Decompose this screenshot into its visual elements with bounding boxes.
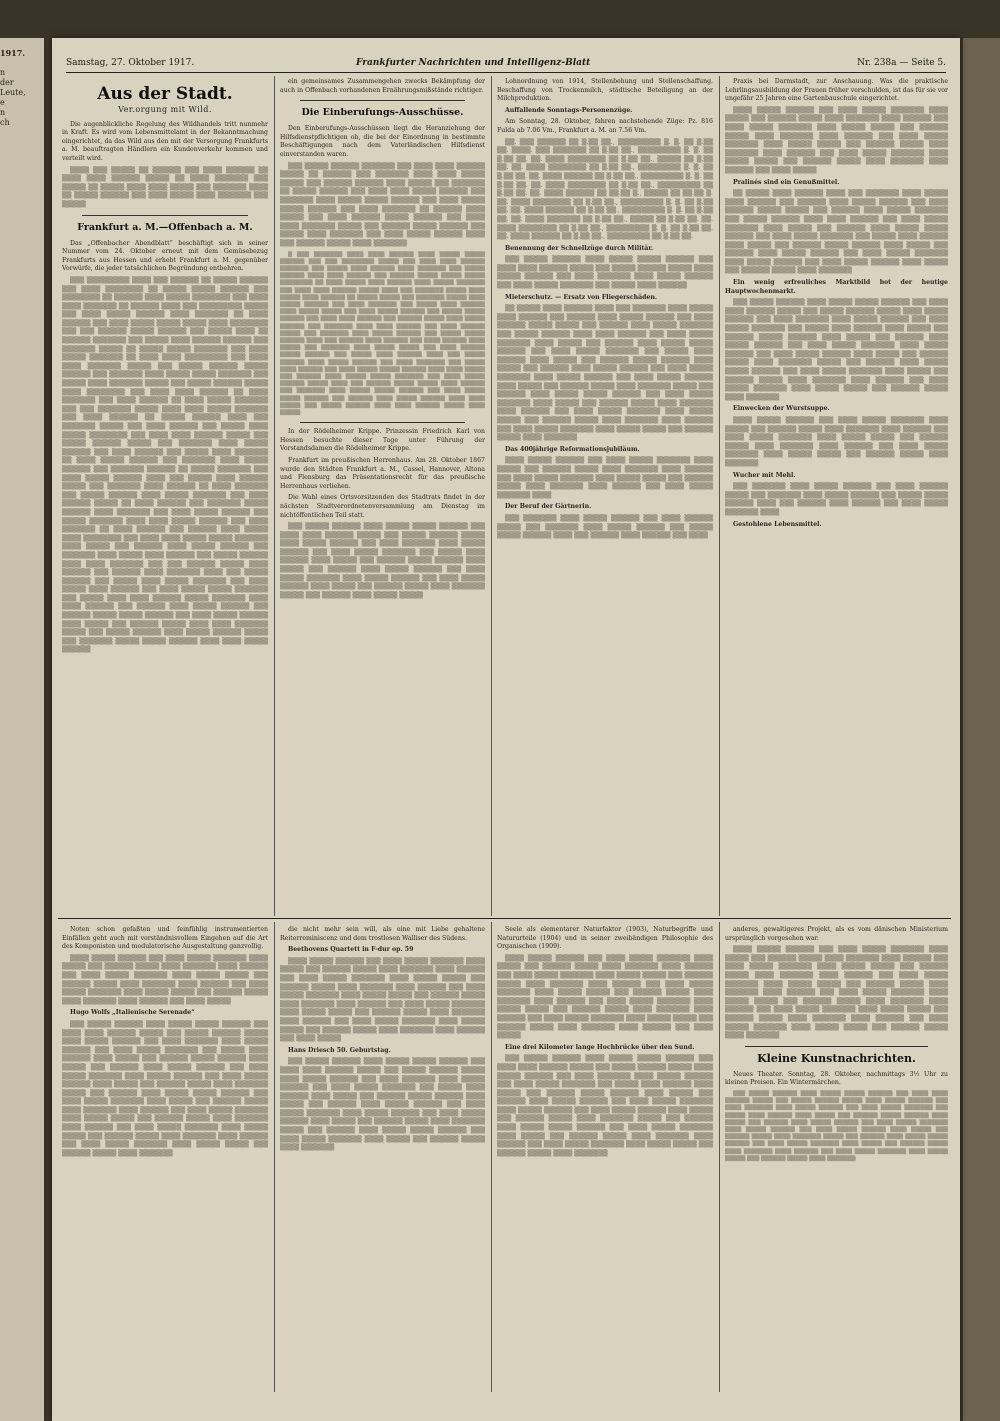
article-separator xyxy=(300,422,465,423)
local-note: In der Rödelheimer Krippe. Prinzessin Friedrich Karl von Hessen besuchte dieser Tage unter Führung der Vorstandsdamen die Rödelheimer Krippe. xyxy=(280,428,485,453)
section-heading: Kleine Kunstnachrichten. xyxy=(757,1051,916,1065)
strip-line: n xyxy=(0,68,6,77)
page-number: Nr. 238a — Seite 5. xyxy=(857,58,946,68)
newspaper-title: Frankfurter Nachrichten und Intelligenz-Blatt xyxy=(356,58,591,68)
column-rule xyxy=(491,76,492,916)
article-body: Lohnordnung von 1914, Stellenbehung und Stellenschaffung. Beschaffung von Trockenmilch, städtische Beteiligung an der Milchproduktion. xyxy=(497,78,713,103)
local-note: Das 400jährige Reformationsjubiläum. xyxy=(505,445,640,453)
strip-line: Leute, xyxy=(0,88,26,97)
masthead xyxy=(66,58,946,73)
article-heading: Frankfurt a. M.—Offenbach a. M. xyxy=(77,221,253,233)
article-body: Am Sonntag, 28. Oktober, fahren nachstehende Züge: Pz. 816 Fulda ab 7.06 Vm., Frankfurt a. M. an 7.56 Vm. xyxy=(497,118,713,134)
local-note: Die Wahl eines Ortsvorsitzenden des Stadtrats findet in der nächsten Stadtverordnetenversammlung am Dienstag im nichtöffentlichen Teil statt. xyxy=(280,494,485,519)
local-note: Gestohlene Lebensmittel. xyxy=(733,520,822,528)
feuilleton-body: die nicht mehr sein will, als eine mit Liebe gehaltene Reiterreminiscenz und dem trostlosen Walliser des Südens. xyxy=(280,926,485,942)
local-note: Mieterschutz. — Ersatz von Fliegerschäden. xyxy=(505,293,658,301)
article-body: Praxis bei Darmstadt, zur Anschauung. Was die praktische Lehrlingsausbildung der Frauen früher verschulden, ist das für sie vor ungefähr 25 Jahren eine Gartenbauschule eingerichtet. xyxy=(725,78,948,103)
section-divider xyxy=(58,918,951,919)
feuilleton-heading: Beethovens Quartett in F-dur op. 59 xyxy=(288,946,414,954)
column-rule xyxy=(719,922,720,1392)
issue-date: Samstag, 27. Oktober 1917. xyxy=(66,58,195,68)
article-separator xyxy=(82,215,248,216)
article-separator xyxy=(745,1046,928,1047)
column-1: Aus der Stadt. Ver.orgung mit Wild. Die augenblickliche Regelung des Wildhandels tritt nunmehr in Kraft. Es wird vom Lebensmittelamt in der Bekanntmachung eingerichtet, da das Wild aus den mit der Versorgung Frankfurts a. M. beauftragten Händlern ein Kundenverkehr kommen und verteilt wird. ▒▒▒▒ ▒▒▒ ▒▒▒▒▒ ▒▒ ▒▒▒▒▒▒ ▒▒▒ ▒▒▒▒ ▒▒▒▒▒▒ ▒▒ ▒▒▒▒ ▒▒▒▒ ▒▒▒▒▒▒ ▒▒▒▒▒ ▒▒ ▒▒▒▒ ▒▒▒▒▒▒▒ ▒▒▒ ▒▒▒▒▒ ▒▒ ▒▒▒▒▒ ▒▒▒▒ ▒▒▒▒ ▒▒▒▒▒ ▒▒▒ ▒▒▒▒▒▒▒ ▒▒▒▒ ▒▒ ▒▒▒▒▒ ▒▒▒▒▒▒ ▒▒▒ ▒▒▒▒ ▒▒▒▒▒ ▒▒▒▒ ▒▒▒▒▒▒▒ ▒▒▒ ▒▒▒▒▒ Frankfurt a. M.—Offenbach a. M. Das „Offenbacher Abendblatt“ beschäftigt sich in seiner Nummer vom 24. Oktober erneut mit dem Gemüsebezug Frankfurts aus Hessen und erhebt Frankfurt a. M. gegenüber Vorwürfe, die jeder tatsächlichen Begründung entbehren. ▒▒▒ ▒▒▒▒▒▒▒▒▒ ▒▒▒▒ ▒▒▒ ▒▒▒▒▒▒ ▒▒ ▒▒▒▒▒ ▒▒▒▒▒▒ ▒▒▒ ▒▒▒▒ ▒▒▒▒▒▒▒▒ ▒▒ ▒▒▒▒▒ ▒▒▒▒▒ ▒▒▒▒▒▒ ▒▒▒ ▒▒▒▒▒▒▒▒ ▒▒ ▒▒▒▒▒▒ ▒▒▒▒ ▒▒▒▒▒ ▒▒▒▒▒▒▒▒ ▒▒▒ ▒▒▒▒ ▒▒▒▒ ▒▒▒▒▒▒▒ ▒▒ ▒▒▒▒▒▒ ▒▒▒▒ ▒▒▒ ▒▒▒▒▒▒▒▒▒ ▒▒▒▒▒ ▒▒▒ ▒▒▒▒ ▒▒▒▒▒ ▒▒▒▒▒▒ ▒▒▒▒ ▒▒▒▒▒▒▒ ▒▒ ▒▒▒▒ ▒▒▒▒▒▒ ▒▒▒ ▒▒▒▒ ▒▒▒▒▒ ▒▒▒▒▒ ▒▒▒▒▒ ▒▒▒▒ ▒▒▒▒▒▒▒▒ ▒▒▒ ▒▒▒ ▒▒▒▒▒▒ ▒▒▒▒▒ ▒▒▒▒▒▒ ▒▒▒ ▒▒▒▒▒ ▒▒▒▒ ▒▒ ▒▒▒▒▒▒ ▒▒▒▒▒▒▒ ▒▒▒ ▒▒▒▒▒ ▒▒▒▒ ▒▒▒▒▒▒ ▒▒▒▒▒▒ ▒▒▒ ▒▒▒▒▒▒▒ ▒▒▒▒▒ ▒▒ ▒▒▒▒▒ ▒▒▒▒▒ ▒▒▒▒▒▒▒ ▒▒▒ ▒▒▒▒ ▒▒▒▒▒ ▒▒▒▒▒▒▒ ▒▒ ▒▒▒▒ ▒▒▒▒ ▒▒▒▒▒▒▒▒▒ ▒▒▒ ▒▒▒▒ ▒▒▒▒ ▒▒▒▒▒▒▒ ▒▒▒▒▒ ▒▒▒ ▒▒▒▒▒ ▒▒▒▒▒▒ ▒▒▒▒▒ ▒▒▒▒▒▒ ▒▒▒ ▒▒▒▒▒▒▒ ▒▒▒▒ ▒▒▒▒▒ ▒▒▒▒▒ ▒▒▒▒▒▒▒ ▒▒▒ ▒▒▒▒▒ ▒▒▒▒ ▒▒▒▒▒▒▒ ▒▒▒▒▒ ▒▒▒ ▒▒▒▒▒ ▒▒▒▒▒▒ ▒▒▒▒▒ ▒▒▒▒ ▒▒▒▒▒▒▒▒ ▒▒▒ ▒▒▒▒ ▒▒▒▒ ▒▒▒▒▒▒ ▒▒ ▒▒▒▒ ▒▒▒▒▒▒▒ ▒▒▒ ▒▒▒▒ ▒▒▒▒▒▒ ▒▒ ▒▒▒▒ ▒▒▒▒▒ ▒▒▒▒▒▒▒ ▒▒▒ ▒▒▒ ▒▒▒▒▒▒▒ ▒▒▒▒▒ ▒▒▒▒ ▒▒▒▒ ▒▒▒▒▒ ▒▒▒▒▒▒▒ ▒▒▒ ▒▒▒▒ ▒▒▒▒▒▒ ▒▒ ▒▒▒▒▒ ▒▒▒▒▒▒ ▒▒▒▒ ▒▒▒ ▒▒▒▒▒▒▒ ▒▒▒▒▒ ▒▒▒ ▒▒▒▒ ▒▒▒▒▒▒ ▒▒▒ ▒▒▒▒▒ ▒▒▒▒ ▒▒▒▒▒ ▒▒▒▒▒▒▒▒ ▒▒▒ ▒▒▒▒ ▒▒▒▒ ▒▒▒▒▒▒ ▒▒▒▒▒ ▒▒▒ ▒▒▒▒▒ ▒▒▒▒▒▒ ▒▒▒▒▒ ▒▒▒ ▒▒▒▒▒▒▒ ▒▒▒▒ ▒▒▒▒▒ ▒▒▒▒▒▒ ▒▒▒ ▒▒▒▒ ▒▒▒▒▒▒ ▒▒▒ ▒▒▒▒▒ ▒▒▒▒ ▒▒▒▒▒▒▒ ▒▒ ▒▒▒▒ ▒▒▒▒▒ ▒▒▒▒▒▒ ▒▒▒ ▒▒▒▒▒▒▒ ▒▒▒▒ ▒▒▒▒▒ ▒▒▒▒▒▒ ▒▒▒ ▒▒▒▒▒▒▒ ▒▒▒▒▒▒ ▒▒ ▒▒▒▒▒ ▒▒▒▒▒▒▒ ▒▒▒ ▒▒▒▒ ▒▒▒▒▒ ▒▒▒▒▒▒ ▒▒▒▒ ▒▒▒ ▒▒▒▒▒ ▒▒▒▒ ▒▒▒▒▒▒ ▒▒▒▒▒ ▒▒▒ ▒▒▒▒▒▒▒ ▒▒▒▒ ▒▒▒▒▒▒ ▒▒ ▒▒▒▒ ▒▒▒▒▒▒▒ ▒▒▒ ▒▒▒▒▒ ▒▒▒▒▒▒ ▒▒▒▒ ▒▒▒▒▒ ▒▒▒▒▒▒▒ ▒▒▒ ▒▒▒▒ ▒▒▒▒▒▒ ▒▒▒▒▒ ▒▒ ▒▒▒▒ ▒▒▒▒▒▒ ▒▒▒ ▒▒▒▒▒▒▒ ▒▒▒▒▒ ▒▒▒▒▒▒ ▒▒▒▒ ▒▒▒▒▒▒▒ ▒▒▒ ▒▒▒▒ ▒▒▒▒▒ ▒▒▒▒▒▒ ▒▒▒ ▒▒▒▒▒ ▒▒▒▒▒▒▒ ▒▒▒▒ ▒▒▒▒ ▒▒▒▒▒ ▒▒▒▒▒▒ ▒▒▒ ▒▒▒▒ ▒▒▒▒▒▒▒ ▒▒ ▒▒▒▒ ▒▒▒▒▒▒ ▒▒▒ ▒▒▒▒▒▒ ▒▒▒▒ ▒▒▒▒▒ ▒▒▒▒ ▒▒▒▒▒▒▒▒ ▒▒▒ ▒▒▒▒ ▒▒▒▒ ▒▒▒▒▒ ▒▒▒▒▒ ▒▒▒▒▒▒▒ ▒▒▒▒ ▒▒▒▒▒ ▒▒▒ ▒▒▒▒▒▒ ▒▒▒▒ ▒▒▒▒▒ ▒▒▒▒▒▒ ▒▒▒ ▒▒▒▒▒▒▒ ▒▒▒▒ ▒▒▒▒▒ ▒▒▒▒ ▒▒▒▒▒▒ ▒▒▒ ▒▒▒▒▒ ▒▒▒▒▒▒ ▒▒▒▒ ▒▒▒▒ ▒▒▒▒▒▒▒ ▒▒▒ ▒▒▒ ▒▒▒▒▒▒ ▒▒▒▒▒ ▒▒▒▒ ▒▒▒▒▒▒ ▒▒▒ ▒▒▒▒▒▒ ▒▒▒▒ ▒▒▒▒▒▒▒ ▒▒▒▒ ▒▒▒ ▒▒▒▒▒ ▒▒▒▒▒▒ ▒▒▒ ▒▒▒▒▒ ▒▒▒▒ ▒▒▒▒▒ ▒▒▒▒▒▒▒ ▒▒▒ ▒▒▒▒ ▒▒▒▒▒ ▒▒▒▒ ▒▒▒▒▒▒ ▒▒▒ ▒▒▒▒ ▒▒▒▒▒ ▒▒▒▒▒ ▒▒▒▒▒▒▒ ▒▒▒ ▒▒▒▒▒ ▒▒▒▒ ▒▒▒▒ ▒▒▒▒▒▒ ▒▒▒▒▒ ▒▒▒▒▒▒▒ ▒▒▒▒ ▒▒▒▒ ▒▒▒▒▒▒ ▒▒▒ ▒▒▒▒▒▒ ▒▒▒▒ ▒▒▒▒▒ ▒▒▒▒▒▒ ▒▒▒ ▒▒▒▒▒▒ ▒▒▒▒▒ ▒▒▒▒▒ ▒▒▒▒▒▒ ▒▒▒ ▒▒▒▒ ▒▒▒▒▒ ▒▒▒▒▒▒ ▒▒▒▒ ▒▒▒▒▒ ▒▒▒ ▒▒▒▒▒▒ ▒▒▒▒▒ ▒▒▒▒ ▒▒▒▒ ▒▒▒▒▒▒▒ ▒▒▒▒▒ ▒▒▒ ▒▒▒▒▒ ▒▒▒▒▒▒ ▒▒▒▒ ▒▒▒▒▒ ▒▒▒▒▒▒ ▒▒▒▒▒ ▒▒▒ ▒▒▒▒▒▒▒ ▒▒▒▒▒ ▒▒▒▒▒ ▒▒▒▒▒▒ ▒▒▒▒ ▒▒▒▒ ▒▒▒▒▒ ▒▒▒▒▒▒ xyxy=(62,84,268,654)
local-note: Benennung der Schnellzüge durch Militär. xyxy=(505,244,654,252)
strip-line: der xyxy=(0,78,14,87)
bottom-column-2: die nicht mehr sein will, als eine mit Liebe gehaltene Reiterreminiscenz und dem trostlosen Walliser des Südens. Beethovens Quartett in F-dur op. 59 ▒▒▒▒ ▒▒▒▒▒ ▒▒▒▒▒▒ ▒▒▒ ▒▒▒▒ ▒▒▒▒▒ ▒▒▒▒▒▒▒ ▒▒▒▒ ▒▒▒▒▒ ▒▒▒ ▒▒▒▒▒▒ ▒▒▒▒▒ ▒▒▒▒ ▒▒▒▒▒▒▒ ▒▒▒▒ ▒▒▒▒▒▒ ▒▒▒ ▒▒▒▒ ▒▒▒▒▒ ▒▒▒▒▒▒▒ ▒▒▒▒ ▒▒▒▒▒ ▒▒▒▒▒ ▒▒▒ ▒▒▒▒▒▒ ▒▒▒▒▒ ▒▒▒▒ ▒▒▒▒▒▒▒ ▒▒▒▒ ▒▒▒▒▒▒ ▒▒▒ ▒▒▒▒ ▒▒▒▒▒ ▒▒▒▒▒▒▒ ▒▒▒▒ ▒▒▒▒▒ ▒▒▒▒▒ ▒▒▒ ▒▒▒▒▒▒ ▒▒▒▒▒ ▒▒▒▒ ▒▒▒▒▒▒▒ ▒▒▒▒ ▒▒▒▒▒▒ ▒▒▒ ▒▒▒▒ ▒▒▒▒▒ ▒▒▒▒▒▒▒ ▒▒▒▒ ▒▒▒▒▒ ▒▒▒▒▒ ▒▒▒ ▒▒▒▒▒▒ ▒▒▒▒▒ ▒▒▒▒ ▒▒▒▒▒▒▒ ▒▒▒▒ ▒▒▒▒▒▒ ▒▒▒ ▒▒▒▒ ▒▒▒▒▒ ▒▒▒▒▒▒▒ ▒▒▒▒ ▒▒▒▒▒ ▒▒▒▒▒ ▒▒▒ ▒▒▒▒▒▒ ▒▒▒▒▒ ▒▒▒▒ ▒▒▒▒▒▒▒ ▒▒▒▒ ▒▒▒▒▒▒ ▒▒▒ ▒▒▒▒ ▒▒▒▒▒ Hans Driesch 50. Geburtstag. ▒▒▒ ▒▒▒▒▒ ▒▒▒▒▒▒ ▒▒▒▒ ▒▒▒▒▒ ▒▒▒▒▒ ▒▒▒▒▒▒ ▒▒▒ ▒▒▒▒ ▒▒▒▒ ▒▒▒▒▒▒ ▒▒▒▒▒ ▒▒▒ ▒▒▒▒▒ ▒▒▒▒▒▒ ▒▒▒▒▒ ▒▒▒▒ ▒▒▒▒▒ ▒▒▒▒▒▒ ▒▒▒ ▒▒▒▒ ▒▒▒▒▒▒▒ ▒▒▒▒ ▒▒▒▒▒ ▒▒▒▒▒▒ ▒▒▒ ▒▒▒▒ ▒▒▒▒▒ ▒▒▒▒▒▒▒ ▒▒▒ ▒▒▒▒▒ ▒▒▒▒ ▒▒▒▒▒▒ ▒▒▒▒ ▒▒▒▒▒ ▒▒▒ ▒▒▒▒▒▒ ▒▒▒▒▒ ▒▒▒▒▒▒ ▒▒▒▒ ▒▒▒▒▒ ▒▒▒ ▒▒▒▒▒▒ ▒▒▒▒ ▒▒▒▒▒ ▒▒▒▒▒▒ ▒▒▒ ▒▒▒▒ ▒▒▒▒▒ ▒▒▒▒▒▒▒ ▒▒▒▒ ▒▒▒▒▒ ▒▒▒▒▒▒ ▒▒▒ ▒▒▒▒ ▒▒▒▒▒ ▒▒▒▒▒▒ ▒▒▒▒ ▒▒▒▒▒ ▒▒▒ ▒▒▒▒▒▒ ▒▒▒▒▒ ▒▒▒▒ ▒▒▒▒▒▒▒ ▒▒▒▒▒ ▒▒▒ ▒▒▒▒▒▒ ▒▒▒▒ ▒▒▒▒▒ ▒▒▒▒▒ ▒▒▒▒▒▒ ▒▒▒ ▒▒▒▒ ▒▒▒▒▒ ▒▒▒▒▒▒▒ ▒▒▒▒ ▒▒▒▒▒ ▒▒▒ ▒▒▒▒▒▒ ▒▒▒▒▒ ▒▒▒▒ ▒▒▒▒▒▒▒ xyxy=(280,926,485,1152)
strip-line: e xyxy=(0,98,5,107)
column-rule xyxy=(274,76,275,916)
bottom-column-3: Seele als elementarer Naturfaktor (1903), Naturbegriffe und Natururteile (1904) und in seiner zweibändigen Philosophie des Organischen (1909). ▒▒▒▒ ▒▒▒▒▒ ▒▒▒▒▒▒ ▒▒▒ ▒▒▒▒ ▒▒▒▒▒ ▒▒▒▒▒▒▒ ▒▒▒▒ ▒▒▒▒▒ ▒▒▒ ▒▒▒▒▒▒ ▒▒▒▒▒ ▒▒▒▒ ▒▒▒▒▒▒▒ ▒▒▒▒ ▒▒▒▒▒▒ ▒▒▒ ▒▒▒▒ ▒▒▒▒▒ ▒▒▒▒▒▒▒ ▒▒▒▒ ▒▒▒▒▒ ▒▒▒▒▒ ▒▒▒ ▒▒▒▒▒▒ ▒▒▒▒▒ ▒▒▒▒ ▒▒▒▒▒▒▒ ▒▒▒▒ ▒▒▒▒▒▒ ▒▒▒ ▒▒▒▒ ▒▒▒▒▒ ▒▒▒▒▒▒▒ ▒▒▒▒ ▒▒▒▒▒ ▒▒▒▒▒ ▒▒▒ ▒▒▒▒▒▒ ▒▒▒▒▒ ▒▒▒▒ ▒▒▒▒▒▒▒ ▒▒▒▒ ▒▒▒▒▒▒ ▒▒▒ ▒▒▒▒ ▒▒▒▒▒ ▒▒▒▒▒▒▒ ▒▒▒▒ ▒▒▒▒▒ ▒▒▒▒▒ ▒▒▒ ▒▒▒▒▒▒ ▒▒▒▒▒ ▒▒▒▒ ▒▒▒▒▒▒▒ ▒▒▒▒ ▒▒▒▒▒▒ ▒▒▒ ▒▒▒▒ ▒▒▒▒▒ ▒▒▒▒▒▒▒ ▒▒▒▒ ▒▒▒▒▒ ▒▒▒▒▒ ▒▒▒ ▒▒▒▒▒▒ ▒▒▒▒▒ ▒▒▒▒ ▒▒▒▒▒▒▒ ▒▒▒▒ ▒▒▒▒▒▒ ▒▒▒ ▒▒▒▒ ▒▒▒▒▒ Eine drei Kilometer lange Hochbrücke über den Sund. ▒▒▒ ▒▒▒▒▒ ▒▒▒▒▒▒ ▒▒▒▒ ▒▒▒▒▒ ▒▒▒▒▒ ▒▒▒▒▒▒ ▒▒▒ ▒▒▒▒ ▒▒▒▒ ▒▒▒▒▒▒ ▒▒▒▒▒ ▒▒▒ ▒▒▒▒▒ ▒▒▒▒▒▒ ▒▒▒▒▒ ▒▒▒▒ ▒▒▒▒▒ ▒▒▒▒▒▒ ▒▒▒ ▒▒▒▒ ▒▒▒▒▒▒▒ ▒▒▒▒ ▒▒▒▒▒ ▒▒▒▒▒▒ ▒▒▒ ▒▒▒▒ ▒▒▒▒▒ ▒▒▒▒▒▒▒ ▒▒▒ ▒▒▒▒▒ ▒▒▒▒ ▒▒▒▒▒▒ ▒▒▒▒ ▒▒▒▒▒ ▒▒▒ ▒▒▒▒▒▒ ▒▒▒▒▒ ▒▒▒▒▒▒ ▒▒▒▒ ▒▒▒▒▒ ▒▒▒ ▒▒▒▒▒▒ ▒▒▒▒ ▒▒▒▒▒ ▒▒▒▒▒▒ ▒▒▒ ▒▒▒▒ ▒▒▒▒▒ ▒▒▒▒▒▒▒ ▒▒▒▒ ▒▒▒▒▒ ▒▒▒▒▒▒ ▒▒▒ ▒▒▒▒ ▒▒▒▒▒ ▒▒▒▒▒▒ ▒▒▒▒ ▒▒▒▒▒ ▒▒▒ ▒▒▒▒▒▒ ▒▒▒▒▒ ▒▒▒▒ ▒▒▒▒▒▒▒ ▒▒▒▒▒ ▒▒▒ ▒▒▒▒▒▒ ▒▒▒▒ ▒▒▒▒▒ ▒▒▒▒▒ ▒▒▒▒▒▒ ▒▒▒ ▒▒▒▒ ▒▒▒▒▒ ▒▒▒▒▒▒▒ ▒▒▒▒ ▒▒▒▒▒ ▒▒▒ ▒▒▒▒▒▒ ▒▒▒▒▒ ▒▒▒▒ ▒▒▒▒▒▒▒ ▒▒▒▒ ▒▒▒▒▒▒ ▒▒▒ ▒▒▒▒ ▒▒▒▒▒ ▒▒▒▒▒▒▒ ▒▒▒▒ ▒▒▒▒▒ ▒▒▒▒▒ ▒▒▒ ▒▒▒▒▒▒ ▒▒▒▒▒ ▒▒▒▒ ▒▒▒▒▒▒▒ xyxy=(497,926,713,1157)
feuilleton-heading: Eine drei Kilometer lange Hochbrücke über den Sund. xyxy=(505,1043,695,1051)
section-title: Aus der Stadt. xyxy=(97,84,233,104)
feuilleton-heading: Hugo Wolfs „Italienische Serenade“ xyxy=(70,1009,195,1017)
article-heading-inline: Auffallende Sonntags-Personenzüge. xyxy=(505,106,633,114)
strip-line: ch xyxy=(0,118,10,127)
feuilleton-body: anderes, gewaltigeres Projekt, als es vom dänischen Ministerium ursprünglich vorgesehen war. xyxy=(725,926,948,942)
bottom-column-4: anderes, gewaltigeres Projekt, als es vom dänischen Ministerium ursprünglich vorgesehen war. ▒▒▒▒ ▒▒▒▒▒ ▒▒▒▒▒▒ ▒▒▒ ▒▒▒▒ ▒▒▒▒▒ ▒▒▒▒▒▒▒ ▒▒▒▒ ▒▒▒▒▒ ▒▒▒ ▒▒▒▒▒▒ ▒▒▒▒▒ ▒▒▒▒ ▒▒▒▒▒▒▒ ▒▒▒▒ ▒▒▒▒▒▒ ▒▒▒ ▒▒▒▒ ▒▒▒▒▒ ▒▒▒▒▒▒▒ ▒▒▒▒ ▒▒▒▒▒ ▒▒▒▒▒ ▒▒▒ ▒▒▒▒▒▒ ▒▒▒▒▒ ▒▒▒▒ ▒▒▒▒▒▒▒ ▒▒▒▒ ▒▒▒▒▒▒ ▒▒▒ ▒▒▒▒ ▒▒▒▒▒ ▒▒▒▒▒▒▒ ▒▒▒▒ ▒▒▒▒▒ ▒▒▒▒▒ ▒▒▒ ▒▒▒▒▒▒ ▒▒▒▒▒ ▒▒▒▒ ▒▒▒▒▒▒▒ ▒▒▒▒ ▒▒▒▒▒▒ ▒▒▒ ▒▒▒▒ ▒▒▒▒▒ ▒▒▒▒▒▒▒ ▒▒▒▒ ▒▒▒▒▒ ▒▒▒▒▒ ▒▒▒ ▒▒▒▒▒▒ ▒▒▒▒▒ ▒▒▒▒ ▒▒▒▒▒▒▒ ▒▒▒▒ ▒▒▒▒▒▒ ▒▒▒ ▒▒▒▒ ▒▒▒▒▒ ▒▒▒▒▒▒▒ ▒▒▒▒ ▒▒▒▒▒ ▒▒▒▒▒ ▒▒▒ ▒▒▒▒▒▒ ▒▒▒▒▒ ▒▒▒▒ ▒▒▒▒▒▒▒ ▒▒▒▒ ▒▒▒▒▒▒ ▒▒▒ ▒▒▒▒ ▒▒▒▒▒ ▒▒▒▒▒▒▒ ▒▒▒▒ ▒▒▒▒▒ ▒▒▒▒▒ ▒▒▒ ▒▒▒▒▒▒ ▒▒▒▒▒ ▒▒▒▒ ▒▒▒▒▒▒▒ Kleine Kunstnachrichten. Neues Theater. Sonntag, 28. Oktober, nachmittags 3½ Uhr zu kleinen Preisen. Ein Wintermärchen. ▒▒▒ ▒▒▒▒▒ ▒▒▒▒▒▒ ▒▒▒▒ ▒▒▒▒▒ ▒▒▒▒▒ ▒▒▒▒▒▒ ▒▒▒ ▒▒▒▒ ▒▒▒▒ ▒▒▒▒▒▒ ▒▒▒▒▒ ▒▒▒ ▒▒▒▒▒ ▒▒▒▒▒▒ ▒▒▒▒▒ ▒▒▒▒ ▒▒▒▒▒ ▒▒▒▒▒▒ ▒▒▒ ▒▒▒▒ ▒▒▒▒▒▒▒ ▒▒▒▒ ▒▒▒▒▒ ▒▒▒▒▒▒ ▒▒▒ ▒▒▒▒ ▒▒▒▒▒ ▒▒▒▒▒▒▒ ▒▒▒ ▒▒▒▒▒ ▒▒▒▒ ▒▒▒▒▒▒ ▒▒▒▒ ▒▒▒▒▒ ▒▒▒ ▒▒▒▒▒▒ ▒▒▒▒▒ ▒▒▒▒▒▒ ▒▒▒▒ ▒▒▒▒▒ ▒▒▒ ▒▒▒▒▒▒ ▒▒▒▒ ▒▒▒▒▒ ▒▒▒▒▒▒ ▒▒▒ ▒▒▒▒ ▒▒▒▒▒ ▒▒▒▒▒▒▒ ▒▒▒▒ ▒▒▒▒▒ ▒▒▒▒▒▒ ▒▒▒ ▒▒▒▒ ▒▒▒▒▒ ▒▒▒▒▒▒ ▒▒▒▒ ▒▒▒▒▒ ▒▒▒ ▒▒▒▒▒▒ ▒▒▒▒▒ ▒▒▒▒ ▒▒▒▒▒▒▒ ▒▒▒▒▒ ▒▒▒ ▒▒▒▒▒▒ ▒▒▒▒ ▒▒▒▒▒ ▒▒▒▒▒ ▒▒▒▒▒▒ ▒▒▒ ▒▒▒▒ ▒▒▒▒▒ ▒▒▒▒▒▒▒ ▒▒▒▒ ▒▒▒▒▒ ▒▒▒ ▒▒▒▒▒▒ ▒▒▒▒▒ ▒▒▒▒ ▒▒▒▒▒▒▒ ▒▒▒▒ ▒▒▒▒▒▒ ▒▒▒ ▒▒▒▒ ▒▒▒▒▒ ▒▒▒▒▒▒▒ ▒▒▒▒ ▒▒▒▒▒ ▒▒▒▒▒ ▒▒▒ ▒▒▒▒▒▒ ▒▒▒▒▒ ▒▒▒▒ ▒▒▒▒▒▒▒ xyxy=(725,926,948,1162)
column-rule xyxy=(719,76,720,916)
feuilleton-body: Neues Theater. Sonntag, 28. Oktober, nachmittags 3½ Uhr zu kleinen Preisen. Ein Wintermärchen. xyxy=(725,1070,948,1087)
local-note: Der Beruf der Gärtnerin. xyxy=(505,503,592,511)
bottom-column-1: Noten schon gefaßten und feinfühlig instrumentierten Einfällen geht auch mit verständnisvollem Eingehen auf die Art des Komponisten und modulatorische Ausgestaltung ganzvollig. ▒▒▒▒ ▒▒▒▒▒ ▒▒▒▒▒▒ ▒▒▒ ▒▒▒▒ ▒▒▒▒▒ ▒▒▒▒▒▒▒ ▒▒▒▒ ▒▒▒▒▒ ▒▒▒ ▒▒▒▒▒▒ ▒▒▒▒▒ ▒▒▒▒ ▒▒▒▒▒▒▒ ▒▒▒▒ ▒▒▒▒▒▒ ▒▒▒ ▒▒▒▒ ▒▒▒▒▒ ▒▒▒▒▒▒▒ ▒▒▒▒ ▒▒▒▒▒ ▒▒▒▒▒ ▒▒▒ ▒▒▒▒▒▒ ▒▒▒▒▒ ▒▒▒▒ ▒▒▒▒▒▒▒ ▒▒▒▒ ▒▒▒▒▒▒ ▒▒▒ ▒▒▒▒ ▒▒▒▒▒ ▒▒▒▒▒▒▒ ▒▒▒▒ ▒▒▒▒▒ ▒▒▒▒▒ ▒▒▒ ▒▒▒▒▒▒ ▒▒▒▒▒ ▒▒▒▒ ▒▒▒▒▒▒▒ ▒▒▒▒ ▒▒▒▒▒▒ ▒▒▒ ▒▒▒▒ ▒▒▒▒▒ Hugo Wolfs „Italienische Serenade“ ▒▒▒ ▒▒▒▒▒ ▒▒▒▒▒▒ ▒▒▒▒ ▒▒▒▒▒ ▒▒▒▒▒ ▒▒▒▒▒▒ ▒▒▒ ▒▒▒▒ ▒▒▒▒ ▒▒▒▒▒▒ ▒▒▒▒▒ ▒▒▒ ▒▒▒▒▒ ▒▒▒▒▒▒ ▒▒▒▒▒ ▒▒▒▒ ▒▒▒▒▒ ▒▒▒▒▒▒ ▒▒▒ ▒▒▒▒ ▒▒▒▒▒▒▒ ▒▒▒▒ ▒▒▒▒▒ ▒▒▒▒▒▒ ▒▒▒ ▒▒▒▒ ▒▒▒▒▒ ▒▒▒▒▒▒▒ ▒▒▒ ▒▒▒▒▒ ▒▒▒▒ ▒▒▒▒▒▒ ▒▒▒▒ ▒▒▒▒▒ ▒▒▒ ▒▒▒▒▒▒ ▒▒▒▒▒ ▒▒▒▒▒▒ ▒▒▒▒ ▒▒▒▒▒ ▒▒▒ ▒▒▒▒▒▒ ▒▒▒▒ ▒▒▒▒▒ ▒▒▒▒▒▒ ▒▒▒ ▒▒▒▒ ▒▒▒▒▒ ▒▒▒▒▒▒▒ ▒▒▒▒ ▒▒▒▒▒ ▒▒▒▒▒▒ ▒▒▒ ▒▒▒▒ ▒▒▒▒▒ ▒▒▒▒▒▒ ▒▒▒▒ ▒▒▒▒▒ ▒▒▒ ▒▒▒▒▒▒ ▒▒▒▒▒ ▒▒▒▒ ▒▒▒▒▒▒▒ ▒▒▒▒▒ ▒▒▒ ▒▒▒▒▒▒ ▒▒▒▒ ▒▒▒▒▒ ▒▒▒▒▒ ▒▒▒▒▒▒ ▒▒▒ ▒▒▒▒ ▒▒▒▒▒ ▒▒▒▒▒▒▒ ▒▒▒▒ ▒▒▒▒▒ ▒▒▒ ▒▒▒▒▒▒ ▒▒▒▒▒ ▒▒▒▒ ▒▒▒▒▒▒▒ ▒▒▒▒ ▒▒▒▒▒▒ ▒▒▒ ▒▒▒▒ ▒▒▒▒▒ ▒▒▒▒▒▒▒ ▒▒▒▒ ▒▒▒▒▒ ▒▒▒▒▒ ▒▒▒ ▒▒▒▒▒▒ ▒▒▒▒▒ ▒▒▒▒ ▒▒▒▒▒▒▒ ▒▒▒▒ ▒▒▒▒▒▒ ▒▒▒ ▒▒▒▒ ▒▒▒▒▒ ▒▒▒▒▒▒▒ ▒▒▒▒ ▒▒▒▒▒ ▒▒▒▒▒ ▒▒▒ ▒▒▒▒▒▒ ▒▒▒▒▒ ▒▒▒▒ ▒▒▒▒▒▒▒ ▒▒▒▒ ▒▒▒▒▒▒ ▒▒▒ ▒▒▒▒ ▒▒▒▒▒ ▒▒▒▒▒▒▒ ▒▒▒▒ ▒▒▒▒▒ ▒▒▒▒▒ ▒▒▒ ▒▒▒▒▒▒ ▒▒▒▒▒ ▒▒▒▒ ▒▒▒▒▒▒▒ xyxy=(62,926,268,1157)
column-4: Praxis bei Darmstadt, zur Anschauung. Was die praktische Lehrlingsausbildung der Frauen früher verschulden, ist das für sie vor ungefähr 25 Jahren eine Gartenbauschule eingerichtet. ▒▒▒▒ ▒▒▒▒▒ ▒▒▒▒▒▒ ▒▒▒ ▒▒▒▒ ▒▒▒▒▒ ▒▒▒▒▒▒▒ ▒▒▒▒ ▒▒▒▒▒ ▒▒▒ ▒▒▒▒▒▒ ▒▒▒▒▒ ▒▒▒▒ ▒▒▒▒▒▒▒ ▒▒▒▒ ▒▒▒▒▒▒ ▒▒▒ ▒▒▒▒ ▒▒▒▒▒ ▒▒▒▒▒▒▒ ▒▒▒▒ ▒▒▒▒▒ ▒▒▒▒▒ ▒▒▒ ▒▒▒▒▒▒ ▒▒▒▒▒ ▒▒▒▒ ▒▒▒▒▒▒▒ ▒▒▒▒ ▒▒▒▒▒▒ ▒▒▒ ▒▒▒▒ ▒▒▒▒▒ ▒▒▒▒▒▒▒ ▒▒▒▒ ▒▒▒▒▒ ▒▒▒▒▒ ▒▒▒ ▒▒▒▒▒▒ ▒▒▒▒▒ ▒▒▒▒ ▒▒▒▒▒▒▒ ▒▒▒▒ ▒▒▒▒▒▒ ▒▒▒ ▒▒▒▒ ▒▒▒▒▒ ▒▒▒▒▒▒▒ ▒▒▒▒ ▒▒▒▒▒ ▒▒▒▒▒ ▒▒▒ ▒▒▒▒▒▒ ▒▒▒▒▒ ▒▒▒▒ ▒▒▒▒▒▒▒ ▒▒▒▒ ▒▒▒▒▒▒ ▒▒▒ ▒▒▒▒ ▒▒▒▒▒ Pralinés sind ein Genußmittel. ▒▒ ▒▒▒▒▒ ▒▒▒▒ ▒▒▒▒▒▒ ▒▒▒▒ ▒▒▒ ▒▒▒▒▒▒▒ ▒▒▒▒ ▒▒▒▒▒ ▒▒▒▒ ▒▒▒▒▒▒ ▒▒▒ ▒▒▒▒▒▒ ▒▒▒▒ ▒▒▒▒▒ ▒▒▒▒▒▒ ▒▒▒ ▒▒▒▒ ▒▒▒▒▒▒ ▒▒▒▒▒ ▒▒▒▒▒ ▒▒▒ ▒▒▒▒▒▒ ▒▒▒▒ ▒▒▒▒▒ ▒▒▒▒▒▒▒ ▒▒▒ ▒▒▒▒▒ ▒▒▒▒▒▒ ▒▒▒▒ ▒▒▒▒ ▒▒▒▒▒▒ ▒▒▒ ▒▒▒▒ ▒▒▒▒▒ ▒▒▒▒▒▒▒ ▒▒▒▒ ▒▒▒▒▒ ▒▒▒ ▒▒▒▒▒▒ ▒▒▒▒ ▒▒▒▒▒ ▒▒▒▒▒ ▒▒▒▒▒▒ ▒▒▒ ▒▒▒▒ ▒▒▒▒▒ ▒▒▒▒▒▒▒ ▒▒▒ ▒▒▒▒▒ ▒▒▒▒ ▒▒▒▒▒▒ ▒▒▒▒ ▒▒▒▒▒ ▒▒▒ ▒▒▒▒▒▒ ▒▒▒▒▒ ▒▒▒▒▒▒ ▒▒▒▒ ▒▒▒▒▒ ▒▒▒ ▒▒▒▒▒▒ ▒▒▒▒ ▒▒▒▒▒ ▒▒▒▒▒▒ ▒▒▒ ▒▒▒▒ ▒▒▒▒▒ ▒▒▒▒▒▒▒ ▒▒▒▒ ▒▒▒▒▒ ▒▒▒▒▒▒ ▒▒▒ ▒▒▒▒ ▒▒▒▒▒ ▒▒▒▒▒▒ ▒▒▒▒ ▒▒▒▒▒ ▒▒▒ ▒▒▒▒▒▒ ▒▒▒▒▒ ▒▒▒▒ ▒▒▒▒▒▒▒ Ein wenig erfreuliches Marktbild bot der heutige Hauptwochenmarkt. ▒▒▒ ▒▒▒▒▒ ▒▒▒▒▒▒ ▒▒▒▒ ▒▒▒▒▒ ▒▒▒▒▒ ▒▒▒▒▒▒ ▒▒▒ ▒▒▒▒ ▒▒▒▒ ▒▒▒▒▒▒ ▒▒▒▒▒ ▒▒▒ ▒▒▒▒▒ ▒▒▒▒▒▒ ▒▒▒▒▒ ▒▒▒▒ ▒▒▒▒▒ ▒▒▒▒▒▒ ▒▒▒ ▒▒▒▒ ▒▒▒▒▒▒▒ ▒▒▒▒ ▒▒▒▒▒ ▒▒▒▒▒▒ ▒▒▒ ▒▒▒▒ ▒▒▒▒▒ ▒▒▒▒▒▒▒ ▒▒▒ ▒▒▒▒▒ ▒▒▒▒ ▒▒▒▒▒▒ ▒▒▒▒ ▒▒▒▒▒ ▒▒▒ ▒▒▒▒▒▒ ▒▒▒▒▒ ▒▒▒▒▒▒ ▒▒▒▒ ▒▒▒▒▒ ▒▒▒ ▒▒▒▒▒▒ ▒▒▒▒ ▒▒▒▒▒ ▒▒▒▒▒▒ ▒▒▒ ▒▒▒▒ ▒▒▒▒▒ ▒▒▒▒▒▒▒ ▒▒▒▒ ▒▒▒▒▒ ▒▒▒▒▒▒ ▒▒▒ ▒▒▒▒ ▒▒▒▒▒ ▒▒▒▒▒▒ ▒▒▒▒ ▒▒▒▒▒ ▒▒▒ ▒▒▒▒▒▒ ▒▒▒▒▒ ▒▒▒▒ ▒▒▒▒▒▒▒ ▒▒▒▒▒ ▒▒▒ ▒▒▒▒▒▒ ▒▒▒▒ ▒▒▒▒▒ ▒▒▒▒▒ ▒▒▒▒▒▒ ▒▒▒ ▒▒▒▒ ▒▒▒▒▒ ▒▒▒▒▒▒▒ ▒▒▒▒ ▒▒▒▒▒ ▒▒▒ ▒▒▒▒▒▒ ▒▒▒▒▒ ▒▒▒▒ ▒▒▒▒▒▒▒ ▒▒▒▒ ▒▒▒▒▒▒ ▒▒▒ ▒▒▒▒ ▒▒▒▒▒ ▒▒▒▒▒▒▒ ▒▒▒▒ ▒▒▒▒▒ ▒▒▒▒▒ ▒▒▒ ▒▒▒▒▒▒ ▒▒▒▒▒ ▒▒▒▒ ▒▒▒▒▒▒▒ Einwecken der Wurstsuppe. ▒▒▒▒ ▒▒▒▒▒ ▒▒▒▒▒▒ ▒▒▒ ▒▒▒▒ ▒▒▒▒▒ ▒▒▒▒▒▒▒ ▒▒▒▒ ▒▒▒▒▒ ▒▒▒ ▒▒▒▒▒▒ ▒▒▒▒▒ ▒▒▒▒ ▒▒▒▒▒▒▒ ▒▒▒▒ ▒▒▒▒▒▒ ▒▒▒ ▒▒▒▒ ▒▒▒▒▒ ▒▒▒▒▒▒▒ ▒▒▒▒ ▒▒▒▒▒ ▒▒▒▒▒ ▒▒▒ ▒▒▒▒▒▒ ▒▒▒▒▒ ▒▒▒▒ ▒▒▒▒▒▒▒ ▒▒▒▒ ▒▒▒▒▒▒ ▒▒▒ ▒▒▒▒ ▒▒▒▒▒ ▒▒▒▒▒▒▒ ▒▒▒▒ ▒▒▒▒▒ ▒▒▒▒▒ ▒▒▒ ▒▒▒▒▒▒ ▒▒▒▒▒ ▒▒▒▒ ▒▒▒▒▒▒▒ Wucher mit Mehl. ▒▒▒ ▒▒▒▒▒▒▒ ▒▒▒▒ ▒▒▒▒▒ ▒▒▒▒▒▒ ▒▒▒ ▒▒▒▒ ▒▒▒▒▒▒ ▒▒▒▒▒ ▒▒▒ ▒▒▒▒▒▒▒ ▒▒▒▒ ▒▒▒▒▒ ▒▒▒▒▒▒ ▒▒▒ ▒▒▒▒▒ ▒▒▒▒▒ ▒▒▒▒▒▒ ▒▒▒▒ ▒▒▒ ▒▒▒▒▒▒ ▒▒▒▒ ▒▒▒▒▒▒ ▒▒▒ ▒▒▒▒ ▒▒▒▒▒ ▒▒▒▒▒▒▒ ▒▒▒▒ Gestohlene Lebensmittel. xyxy=(725,78,948,528)
article-subtitle: Ver.orgung mit Wild. xyxy=(118,105,212,114)
article-body: ein gemeinsames Zusammengehen zwecks Bekämpfung der auch in Offenbach vorhandenen Ernährungsmißstände richtiger. xyxy=(280,78,485,94)
local-note: Ein wenig erfreuliches Marktbild bot der heutige Hauptwochenmarkt. xyxy=(725,279,948,295)
local-note: Frankfurt im preußischen Herrenhaus. Am 28. Oktober 1867 wurde den Städten Frankfurt a. M., Cassel, Hannover, Altona und Flensburg das Präsentationsrecht für das preußische Herrenhaus verliehen. xyxy=(280,456,485,490)
strip-line: n xyxy=(0,108,6,117)
feuilleton-heading: Hans Driesch 50. Geburtstag. xyxy=(288,1046,391,1054)
local-note: Wucher mit Mehl. xyxy=(733,471,796,479)
local-note: Einwecken der Wurstsuppe. xyxy=(733,405,830,413)
strip-line: 1917. xyxy=(0,48,26,58)
article-body: Den Einberufungs-Ausschüssen liegt die Heranziehung der Hilfsdienstpflichtigen ob, die bei der Einordnung in bestimmte Beschäftigungen nach dem Vaterländischen Hilfsdienst einverstanden waren. xyxy=(280,125,485,158)
article-heading: Die Einberufungs-Ausschüsse. xyxy=(301,107,464,119)
column-rule xyxy=(274,922,275,1392)
adjacent-page-strip xyxy=(0,38,44,1421)
article-body: Das „Offenbacher Abendblatt“ beschäftigt sich in seiner Nummer vom 24. Oktober erneut mit dem Gemüsebezug Frankfurts aus Hessen und erhebt Frankfurt a. M. gegenüber Vorwürfe, die jeder tatsächlichen Begründung entbehren. xyxy=(62,239,268,273)
column-3: Lohnordnung von 1914, Stellenbehung und Stellenschaffung. Beschaffung von Trockenmilch, städtische Beteiligung an der Milchproduktion. Auffallende Sonntags-Personenzüge. Am Sonntag, 28. Oktober, fahren nachstehende Züge: Pz. 816 Fulda ab 7.06 Vm., Frankfurt a. M. an 7.56 Vm. ▒▒. ▒▒▒ ▒▒▒▒▒▒ ▒▒ ▒.▒▒ ▒▒., ▒▒▒▒▒▒▒▒▒ ▒. ▒. ▒▒ ▒.▒▒ ▒▒. ▒▒▒▒. ▒▒▒ ▒▒▒▒▒▒▒ ▒▒ ▒.▒▒ ▒▒., ▒▒▒▒▒▒▒▒▒ ▒. ▒. ▒▒ ▒.▒▒ ▒▒. ▒▒. ▒▒▒▒ ▒▒▒▒▒▒▒▒ ▒▒ ▒.▒▒ ▒▒., ▒▒▒▒▒ ▒▒ ▒.▒▒ ▒▒. ▒▒. ▒▒▒▒ ▒▒▒▒▒▒▒▒ ▒▒ ▒.▒▒ ▒▒., ▒▒▒▒▒▒▒▒▒ ▒. ▒. ▒▒ ▒.▒▒ ▒▒. ▒▒. ▒▒▒▒ ▒▒▒▒▒▒ ▒▒ ▒.▒▒ ▒▒., ▒▒▒▒▒▒▒▒▒ ▒. ▒. ▒▒ ▒.▒▒ ▒▒. ▒▒. ▒▒▒▒ ▒▒▒▒▒▒▒▒ ▒▒ ▒.▒▒ ▒▒., ▒▒▒▒▒▒▒▒▒ ▒▒ ▒.▒▒ ▒▒. ▒▒. ▒▒▒▒ ▒▒▒▒▒▒ ▒▒ ▒▒.▒▒ ▒., ▒▒▒▒▒ ▒▒ ▒▒.▒▒ ▒. ▒▒. ▒▒▒▒ ▒▒▒▒▒▒▒▒ ▒▒ ▒.▒▒ ▒▒., ▒▒▒▒▒▒▒▒▒ ▒. ▒. ▒▒ ▒.▒▒ ▒▒. ▒▒. ▒▒▒▒ ▒▒▒▒▒▒ ▒▒ ▒.▒▒ ▒▒., ▒▒▒▒▒▒▒▒▒ ▒. ▒. ▒▒ ▒.▒▒ ▒▒. ▒▒. ▒▒▒▒ ▒▒▒▒▒▒▒ ▒▒ ▒.▒▒ ▒▒., ▒▒▒▒▒ ▒▒ ▒.▒▒ ▒▒. ▒▒. ▒▒▒▒ ▒▒▒▒▒▒▒▒ ▒▒ ▒.▒▒ ▒▒., ▒▒▒▒▒▒▒▒▒ ▒. ▒. ▒▒ ▒.▒▒ ▒▒. ▒▒. ▒▒▒▒ ▒▒▒▒▒▒ ▒▒ ▒.▒▒ ▒▒., ▒▒▒▒▒▒▒▒▒ ▒▒ ▒.▒▒ ▒▒. Benennung der Schnellzüge durch Militär. ▒▒▒ ▒▒▒▒▒ ▒▒▒▒▒▒ ▒▒▒▒ ▒▒▒▒▒ ▒▒▒▒▒ ▒▒▒▒▒▒ ▒▒▒ ▒▒▒▒ ▒▒▒▒ ▒▒▒▒▒▒ ▒▒▒▒▒ ▒▒▒ ▒▒▒▒▒ ▒▒▒▒▒▒ ▒▒▒▒▒ ▒▒▒▒ ▒▒▒▒▒ ▒▒▒▒▒▒ ▒▒▒ ▒▒▒▒ ▒▒▒▒▒▒▒ ▒▒▒▒ ▒▒▒▒▒ ▒▒▒▒▒▒ ▒▒▒ ▒▒▒▒ ▒▒▒▒▒ ▒▒▒▒▒▒▒ ▒▒▒ ▒▒▒▒▒ ▒▒▒▒ ▒▒▒▒▒▒ Mieterschutz. — Ersatz von Fliegerschäden. ▒▒ ▒▒▒▒▒ ▒▒▒▒ ▒▒▒▒▒▒ ▒▒▒▒ ▒▒▒ ▒▒▒▒▒▒▒ ▒▒▒▒ ▒▒▒▒▒ ▒▒▒▒ ▒▒▒▒▒▒ ▒▒▒ ▒▒▒▒▒▒ ▒▒▒▒ ▒▒▒▒▒ ▒▒▒▒▒▒ ▒▒▒ ▒▒▒▒ ▒▒▒▒▒▒ ▒▒▒▒▒ ▒▒▒▒▒ ▒▒▒ ▒▒▒▒▒▒ ▒▒▒▒ ▒▒▒▒▒ ▒▒▒▒▒▒▒ ▒▒▒ ▒▒▒▒▒ ▒▒▒▒▒▒ ▒▒▒▒ ▒▒▒▒ ▒▒▒▒▒▒ ▒▒▒ ▒▒▒▒ ▒▒▒▒▒ ▒▒▒▒▒▒▒ ▒▒▒▒ ▒▒▒▒▒ ▒▒▒ ▒▒▒▒▒▒ ▒▒▒▒ ▒▒▒▒▒ ▒▒▒▒▒ ▒▒▒▒▒▒ ▒▒▒ ▒▒▒▒ ▒▒▒▒▒ ▒▒▒▒▒▒▒ ▒▒▒ ▒▒▒▒▒ ▒▒▒▒ ▒▒▒▒▒▒ ▒▒▒▒ ▒▒▒▒▒ ▒▒▒ ▒▒▒▒▒▒ ▒▒▒▒▒ ▒▒▒▒▒▒ ▒▒▒▒ ▒▒▒▒▒ ▒▒▒ ▒▒▒▒▒▒ ▒▒▒▒ ▒▒▒▒▒ ▒▒▒▒▒▒ ▒▒▒ ▒▒▒▒ ▒▒▒▒▒ ▒▒▒▒▒▒▒ ▒▒▒▒ ▒▒▒▒▒ ▒▒▒▒▒▒ ▒▒▒ ▒▒▒▒ ▒▒▒▒▒ ▒▒▒▒▒▒ ▒▒▒▒ ▒▒▒▒▒ ▒▒▒ ▒▒▒▒▒▒ ▒▒▒▒▒ ▒▒▒▒ ▒▒▒▒▒▒▒ ▒▒▒▒▒ ▒▒▒ ▒▒▒▒▒▒ ▒▒▒▒ ▒▒▒▒▒ ▒▒▒▒▒ ▒▒▒▒▒▒ ▒▒▒ ▒▒▒▒ ▒▒▒▒▒ ▒▒▒▒▒▒▒ ▒▒▒▒ ▒▒▒▒▒ ▒▒▒ ▒▒▒▒▒▒ ▒▒▒▒▒ ▒▒▒▒ ▒▒▒▒▒▒▒ ▒▒▒▒ ▒▒▒▒▒▒ ▒▒▒ ▒▒▒▒ ▒▒▒▒▒ ▒▒▒▒▒▒▒ ▒▒▒▒ ▒▒▒▒▒ ▒▒▒▒▒ ▒▒▒ ▒▒▒▒▒▒ ▒▒▒▒▒ ▒▒▒▒ ▒▒▒▒▒▒▒ ▒▒▒▒ ▒▒▒▒▒▒ ▒▒▒ ▒▒▒▒ ▒▒▒▒▒ ▒▒▒▒▒▒▒ ▒▒▒▒ ▒▒▒▒▒ ▒▒▒▒▒ ▒▒▒ ▒▒▒▒▒▒ ▒▒▒▒▒ ▒▒▒▒ ▒▒▒▒▒▒▒ Das 400jährige Reformationsjubiläum. ▒▒▒▒ ▒▒▒▒▒ ▒▒▒▒▒▒ ▒▒▒ ▒▒▒▒ ▒▒▒▒▒ ▒▒▒▒▒▒▒ ▒▒▒▒ ▒▒▒▒▒ ▒▒▒ ▒▒▒▒▒▒ ▒▒▒▒▒ ▒▒▒▒ ▒▒▒▒▒▒▒ ▒▒▒▒ ▒▒▒▒▒▒ ▒▒▒ ▒▒▒▒ ▒▒▒▒▒ ▒▒▒▒▒▒▒ ▒▒▒▒ ▒▒▒▒▒ ▒▒▒▒▒ ▒▒▒ ▒▒▒▒▒▒ ▒▒▒▒▒ ▒▒▒▒ ▒▒▒▒▒▒▒ ▒▒▒▒ ▒▒▒▒▒▒ ▒▒▒ ▒▒▒▒ ▒▒▒▒▒ ▒▒▒▒▒▒▒ ▒▒▒▒ Der Beruf der Gärtnerin. ▒▒▒ ▒▒▒▒▒▒▒ ▒▒▒▒ ▒▒▒▒▒ ▒▒▒▒▒▒ ▒▒▒ ▒▒▒▒ ▒▒▒▒▒▒ ▒▒▒▒▒ ▒▒▒ ▒▒▒▒▒▒▒ ▒▒▒▒ ▒▒▒▒▒ ▒▒▒▒▒▒ ▒▒▒ ▒▒▒▒▒ ▒▒▒▒▒ ▒▒▒▒▒▒ ▒▒▒▒ ▒▒▒ ▒▒▒▒▒▒ ▒▒▒▒ ▒▒▒▒▒▒ ▒▒▒ ▒▒▒▒ xyxy=(497,78,713,540)
column-2: ein gemeinsames Zusammengehen zwecks Bekämpfung der auch in Offenbach vorhandenen Ernährungsmißstände richtiger. Die Einberufungs-Ausschüsse. Den Einberufungs-Ausschüssen liegt die Heranziehung der Hilfsdienstpflichtigen ob, die bei der Einordnung in bestimmte Beschäftigungen nach dem Vaterländischen Hilfsdienst einverstanden waren. ▒▒▒ ▒▒▒▒▒ ▒▒▒▒▒▒ ▒▒▒▒▒▒▒ ▒▒▒ ▒▒▒▒ ▒▒▒▒ ▒▒▒▒▒▒ ▒▒▒▒▒ ▒▒ ▒▒▒▒▒▒ ▒▒▒ ▒▒▒▒▒▒▒ ▒▒▒▒ ▒▒▒▒ ▒▒▒▒▒ ▒▒▒▒▒ ▒▒▒ ▒▒▒▒▒▒ ▒▒▒▒▒▒ ▒▒▒▒ ▒▒▒▒▒ ▒▒▒ ▒▒▒▒▒▒▒ ▒▒ ▒▒▒▒▒ ▒▒▒▒▒▒ ▒▒▒ ▒▒▒▒ ▒▒▒▒ ▒▒▒▒▒ ▒▒▒▒▒▒ ▒▒▒ ▒▒▒▒▒▒▒ ▒▒▒▒ ▒▒▒▒▒ ▒▒▒▒▒ ▒▒▒▒▒▒ ▒▒▒ ▒▒▒▒ ▒▒▒▒▒ ▒▒▒▒▒ ▒▒▒▒▒▒ ▒▒▒ ▒▒▒▒ ▒▒▒▒▒▒▒ ▒▒ ▒▒▒▒▒▒ ▒▒▒▒ ▒▒▒▒▒ ▒▒▒ ▒▒▒▒ ▒▒▒▒▒▒ ▒▒▒▒▒ ▒▒▒▒▒▒ ▒▒▒ ▒▒▒▒ ▒▒▒▒ ▒▒▒▒▒▒▒ ▒▒▒▒▒ ▒▒▒ ▒▒▒▒▒▒ ▒▒▒▒▒ ▒▒▒▒▒▒ ▒▒▒ ▒▒▒▒▒ ▒▒▒▒ ▒▒▒▒▒▒▒ ▒▒▒ ▒▒▒▒ ▒▒▒▒▒ ▒▒▒▒▒▒ ▒▒▒▒ ▒▒▒ ▒▒▒▒▒▒ ▒▒▒▒▒ ▒▒▒▒ ▒▒▒▒▒▒▒ ▒ ▒▒▒ ▒▒▒▒▒▒▒ ▒▒▒▒ ▒▒▒▒ ▒▒▒▒▒▒ ▒▒▒▒ ▒▒▒▒▒ ▒▒▒▒▒ ▒▒▒▒▒▒ ▒▒▒ ▒▒▒ ▒▒▒▒▒▒▒▒ ▒▒▒▒▒ ▒▒▒ ▒▒▒▒ ▒▒▒▒ ▒▒▒▒▒▒ ▒▒▒▒▒▒▒ ▒▒▒ ▒▒▒▒▒ ▒▒▒▒ ▒▒▒▒▒▒ ▒▒▒▒ ▒▒▒▒▒▒▒ ▒▒▒ ▒▒▒▒▒ ▒▒▒▒▒▒ ▒▒▒▒ ▒▒▒▒ ▒▒▒▒▒▒ ▒▒▒ ▒▒▒▒▒▒ ▒▒▒▒▒ ▒▒▒▒▒ ▒▒▒▒▒ ▒▒▒▒▒▒▒▒ ▒▒ ▒▒▒▒ ▒▒▒▒▒ ▒▒▒▒ ▒▒▒▒▒▒ ▒▒▒▒ ▒▒▒▒▒ ▒▒▒▒▒▒▒ ▒▒▒ ▒▒▒▒ ▒▒▒▒ ▒▒▒▒▒▒ ▒▒▒▒▒ ▒▒▒▒ ▒▒▒ ▒▒▒▒▒▒▒ ▒▒▒▒▒ ▒▒▒▒ ▒▒▒▒▒ ▒▒▒▒ ▒▒▒▒▒▒ ▒▒ ▒▒▒▒▒ ▒▒▒▒▒ ▒▒▒ ▒▒▒▒▒▒▒ ▒▒▒▒▒ ▒▒▒▒ ▒▒▒▒▒ ▒▒▒▒▒▒ ▒▒▒ ▒▒▒▒ ▒▒▒▒▒▒▒ ▒▒▒ ▒▒▒▒▒ ▒▒▒▒ ▒▒▒▒▒▒ ▒▒▒▒ ▒▒▒▒▒ ▒▒▒▒▒ ▒▒▒ ▒▒▒▒ ▒▒▒▒▒ ▒▒▒▒▒▒ ▒▒▒ ▒▒▒▒▒ ▒▒▒▒▒ ▒▒▒▒▒▒ ▒▒▒ ▒▒▒▒ ▒▒▒▒ ▒▒▒▒▒▒ ▒▒▒ ▒▒▒▒▒▒ ▒▒▒▒▒ ▒▒▒▒ ▒▒▒▒▒ ▒▒▒▒▒▒ ▒▒▒ ▒▒▒▒▒▒▒ ▒▒▒▒ ▒▒▒▒ ▒▒▒▒▒▒ ▒▒▒ ▒▒▒▒ ▒▒▒▒▒▒ ▒▒▒▒▒ ▒▒▒ ▒▒▒▒▒▒▒ ▒▒▒▒ ▒▒▒▒▒ ▒▒▒▒▒▒ ▒▒▒ ▒▒▒▒▒ ▒▒▒▒▒ ▒▒▒▒▒▒ ▒▒▒▒ ▒▒▒ ▒▒▒▒▒▒ ▒▒▒▒ ▒▒▒▒▒▒ ▒▒▒ ▒▒▒▒ ▒▒▒▒▒▒ ▒▒▒▒ ▒▒▒▒▒ ▒▒▒ ▒▒▒▒▒▒▒ ▒▒▒▒ ▒▒▒▒▒ ▒▒▒▒▒ ▒▒▒ ▒▒▒▒ ▒▒▒▒▒▒ ▒▒▒▒▒ ▒▒▒▒▒▒ ▒▒▒ ▒▒▒▒▒ ▒▒▒▒ ▒▒▒▒▒▒ ▒▒▒▒ ▒▒▒ ▒▒▒▒▒ ▒▒▒▒▒▒ ▒▒▒▒ ▒▒▒▒▒ ▒▒▒▒▒▒ ▒▒▒ ▒▒▒▒ ▒▒▒▒▒▒▒ ▒▒▒ ▒▒▒▒▒ ▒▒▒▒ ▒▒▒▒▒▒ ▒▒▒ ▒▒▒▒ ▒▒▒▒▒ ▒▒▒▒▒ ▒▒▒▒▒▒ ▒▒▒▒ ▒▒▒▒ ▒▒▒▒▒ ▒▒▒ ▒▒▒▒▒▒ ▒▒▒▒ ▒▒▒▒▒ ▒▒▒▒▒ ▒▒▒▒▒▒▒ ▒▒▒ ▒▒▒▒ ▒▒▒▒▒ ▒▒▒▒▒▒ ▒▒▒▒▒ ▒▒▒▒ ▒▒▒ ▒▒▒▒▒▒ ▒▒▒▒▒ ▒▒▒▒▒ ▒▒▒▒ ▒▒▒▒▒▒ ▒▒▒ ▒▒▒▒▒▒▒ ▒▒▒▒ ▒▒▒▒▒ ▒▒▒▒▒ ▒▒▒▒▒▒ ▒▒▒ ▒▒▒▒ ▒▒▒▒▒ ▒▒▒▒▒ ▒▒▒▒▒▒ ▒▒▒ ▒▒▒▒▒▒ ▒▒▒▒ ▒▒▒▒▒ ▒▒▒▒▒▒ ▒▒▒▒ ▒▒▒▒ ▒▒▒▒▒ ▒▒▒ ▒▒▒▒▒ ▒▒▒▒▒▒ ▒▒▒▒ ▒▒▒▒ ▒▒▒▒▒▒ ▒▒▒▒▒ ▒▒▒▒ ▒▒▒▒▒ In der Rödelheimer Krippe. Prinzessin Friedrich Karl von Hessen besuchte dieser Tage unter Führung der Vorstandsdamen die Rödelheimer Krippe. Frankfurt im preußischen Herrenhaus. Am 28. Oktober 1867 wurde den Städten Frankfurt a. M., Cassel, Hannover, Altona und Flensburg das Präsentationsrecht für das preußische Herrenhaus verliehen. Die Wahl eines Ortsvorsitzenden des Stadtrats findet in der nächsten Stadtverordnetenversammlung am Dienstag im nichtöffentlichen Teil statt. ▒▒▒ ▒▒▒▒▒ ▒▒▒▒▒▒ ▒▒▒▒ ▒▒▒▒▒ ▒▒▒▒▒ ▒▒▒▒▒▒ ▒▒▒ ▒▒▒▒ ▒▒▒▒ ▒▒▒▒▒▒ ▒▒▒▒▒ ▒▒▒ ▒▒▒▒▒ ▒▒▒▒▒▒ ▒▒▒▒▒ ▒▒▒▒ ▒▒▒▒▒ ▒▒▒▒▒▒ ▒▒▒ ▒▒▒▒ ▒▒▒▒▒▒▒ ▒▒▒▒ ▒▒▒▒▒ ▒▒▒▒▒▒ ▒▒▒ ▒▒▒▒ ▒▒▒▒▒ ▒▒▒▒▒▒▒ ▒▒▒ ▒▒▒▒▒ ▒▒▒▒ ▒▒▒▒▒▒ ▒▒▒▒ ▒▒▒▒▒ ▒▒▒ ▒▒▒▒▒▒ ▒▒▒▒▒ ▒▒▒▒▒▒ ▒▒▒▒ ▒▒▒▒▒ ▒▒▒ ▒▒▒▒▒▒ ▒▒▒▒ ▒▒▒▒▒ ▒▒▒▒▒▒ ▒▒▒ ▒▒▒▒ ▒▒▒▒▒ ▒▒▒▒▒▒▒ ▒▒▒▒ ▒▒▒▒▒ ▒▒▒▒▒▒ ▒▒▒ ▒▒▒▒ ▒▒▒▒▒ ▒▒▒▒▒▒ ▒▒▒▒ ▒▒▒▒▒ ▒▒▒ ▒▒▒▒▒▒ ▒▒▒▒▒ ▒▒▒▒ ▒▒▒▒▒▒▒ ▒▒▒▒▒ ▒▒▒ ▒▒▒▒▒▒ ▒▒▒▒ ▒▒▒▒▒ ▒▒▒▒▒ xyxy=(280,78,485,599)
feuilleton-body: Noten schon gefaßten und feinfühlig instrumentierten Einfällen geht auch mit verständnisvollem Eingehen auf die Art des Komponisten und modulatorische Ausgestaltung ganzvollig. xyxy=(62,926,268,951)
book-edge xyxy=(963,38,1000,1421)
article-body: Die augenblickliche Regelung des Wildhandels tritt nunmehr in Kraft. Es wird vom Lebensmittelamt in der Bekanntmachung eingerichtet, da das Wild aus den mit der Versorgung Frankfurts a. M. beauftragten Händlern ein Kundenverkehr kommen und verteilt wird. xyxy=(62,120,268,162)
local-note: Pralinés sind ein Genußmittel. xyxy=(733,178,840,186)
article-separator xyxy=(300,100,465,101)
feuilleton-body: Seele als elementarer Naturfaktor (1903), Naturbegriffe und Natururteile (1904) und in seiner zweibändigen Philosophie des Organischen (1909). xyxy=(497,926,713,951)
column-rule xyxy=(491,922,492,1392)
